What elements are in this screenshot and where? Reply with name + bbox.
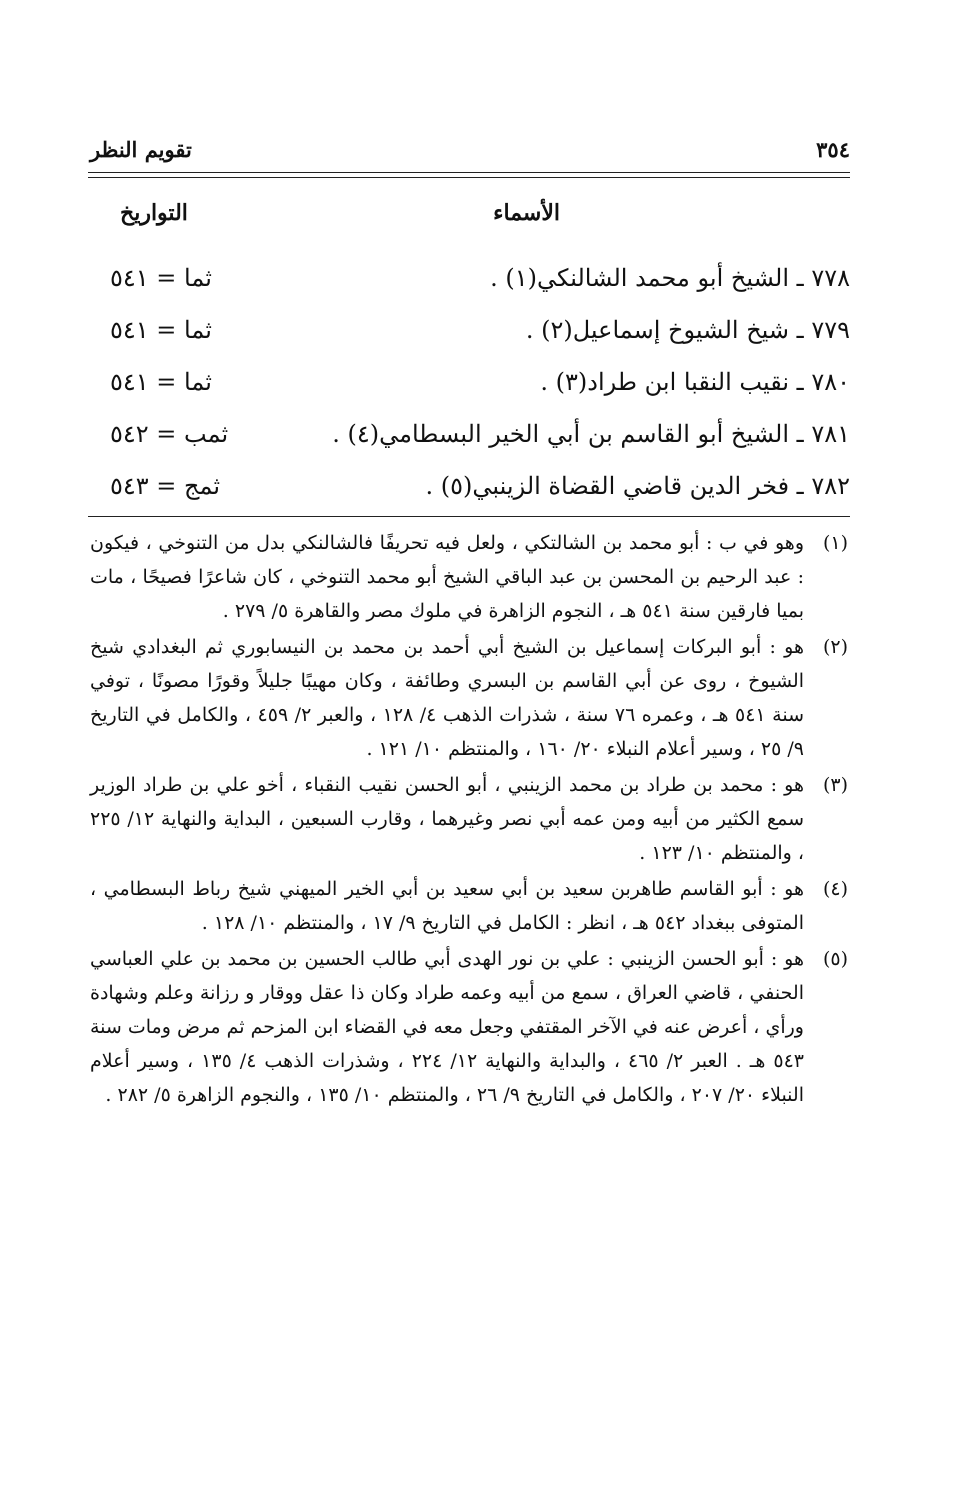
footnote-text: وهو في ب : أبو محمد بن الشالتكي ، ولعل فيه تحريفًا فالشالنكي بدل من التنوخي ، فيكون : عبد الرحيم بن المحسن بن عبد الباقي الشيخ أبو محمد التنوخي ، كان شاعرًا فصيحًا ، مات بميا فارقين سنة ٥٤١ هـ ، النجوم الزاهرة في ملوك مصر والقاهرة ٥/ ٢٧٩ . [90, 532, 804, 622]
footnote-text: هو : محمد بن طراد بن محمد الزينبي ، أبو الحسن نقيب النقباء ، أخو علي بن طراد الوزير سمع الكثير من أبيه ومن عمه أبي نصر وغيرهما ، وقارب السبعين ، البداية والنهاية ١٢/ ٢٢٥ ، والمنتظم ١٠/ ١٢٣ . [90, 774, 804, 864]
footnote-separator [88, 516, 850, 517]
footnote [90, 768, 848, 870]
footnote-number: (١) [822, 532, 848, 554]
footnotes [90, 526, 848, 1114]
footnote-text: هو : أبو الحسن الزينبي : علي بن نور الهدى أبي طالب الحسين بن محمد بن علي العباسي الحنفي ، قاضي العراق ، سمع من أبيه وعمه طراد وكان ذا عقل ووقار و رزانة وعلم وشهادة ورأي ، أعرض عنه في الآخر المقتفي وجعل معه في القضاء ابن المزحم ثم مرض ومات سنة ٥٤٣ هـ . العبر ٢/ ٤٦٥ ، والبداية والنهاية ١٢/ ٢٢٤ ، وشذرات الذهب ٤/ ١٣٥ ، وسير أعلام النبلاء ٢٠/ ٢٠٧ ، والكامل في التاريخ ٩/ ٢٦ ، والمنتظم ١٠/ ١٣٥ ، والنجوم الزاهرة ٥/ ٢٨٢ . [90, 948, 804, 1106]
entry-date: ثما = ٥٤١ [110, 264, 212, 292]
entry-name: ٧٨٢ ـ فخر الدين قاضي القضاة الزينبي(٥) . [425, 472, 850, 500]
entry-name: ٧٧٨ ـ الشيخ أبو محمد الشالنكي(١) . [490, 264, 850, 292]
footnote [90, 630, 848, 766]
entry-name: ٧٨٠ ـ نقيب النقبا ابن طراد(٣) . [540, 368, 850, 396]
footnote [90, 872, 848, 940]
page-number: ٣٥٤ [816, 137, 850, 162]
footnote-number: (٢) [822, 636, 848, 658]
list-item [90, 304, 850, 356]
list-item [90, 252, 850, 304]
entry-name: ٧٧٩ ـ شيخ الشيوخ إسماعيل(٢) . [525, 316, 850, 344]
entry-date: ثمج = ٥٤٣ [110, 472, 221, 500]
list-item [90, 460, 850, 512]
entry-name: ٧٨١ ـ الشيخ أبو القاسم بن أبي الخير البسطامي(٤) . [332, 420, 850, 448]
entries-list [90, 252, 850, 512]
footnote-number: (٤) [822, 878, 848, 900]
entry-date: ثمب = ٥٤٢ [110, 420, 229, 448]
footnote-number: (٣) [822, 774, 848, 796]
footnote-text: هو : أبو البركات إسماعيل بن الشيخ أبي أحمد بن محمد بن النيسابوري ثم البغدادي شيخ الشيوخ ، روى عن أبي القاسم بن البسري وطائفة ، وكان مهيبًا جليلاً وقورًا مصونًا ، توفي سنة ٥٤١ هـ ، وعمره ٧٦ سنة ، شذرات الذهب ٤/ ١٢٨ ، والعبر ٢/ ٤٥٩ ، والكامل في التاريخ ٩/ ٢٥ ، وسير أعلام النبلاء ٢٠/ ١٦٠ ، والمنتظم ١٠/ ١٢١ . [90, 636, 804, 760]
list-item [90, 356, 850, 408]
list-item [90, 408, 850, 460]
names-column-heading: الأسماء [493, 200, 560, 226]
header-double-rule [88, 172, 850, 178]
dates-column-heading: التواريخ [120, 200, 188, 226]
entry-date: ثما = ٥٤١ [110, 316, 212, 344]
running-title: تقويم النظر [90, 137, 192, 162]
footnote-number: (٥) [822, 948, 848, 970]
entry-date: ثما = ٥٤١ [110, 368, 212, 396]
footnote [90, 942, 848, 1112]
footnote [90, 526, 848, 628]
footnote-text: هو : أبو القاسم طاهربن سعيد بن أبي سعيد بن أبي الخير الميهني شيخ رباط البسطامي ، المتوفى ببغداد ٥٤٢ هـ ، انظر : الكامل في التاريخ ٩/ ١٧ ، والمنتظم ١٠/ ١٢٨ . [90, 878, 804, 934]
page-header [90, 126, 850, 162]
column-headings [90, 200, 850, 240]
